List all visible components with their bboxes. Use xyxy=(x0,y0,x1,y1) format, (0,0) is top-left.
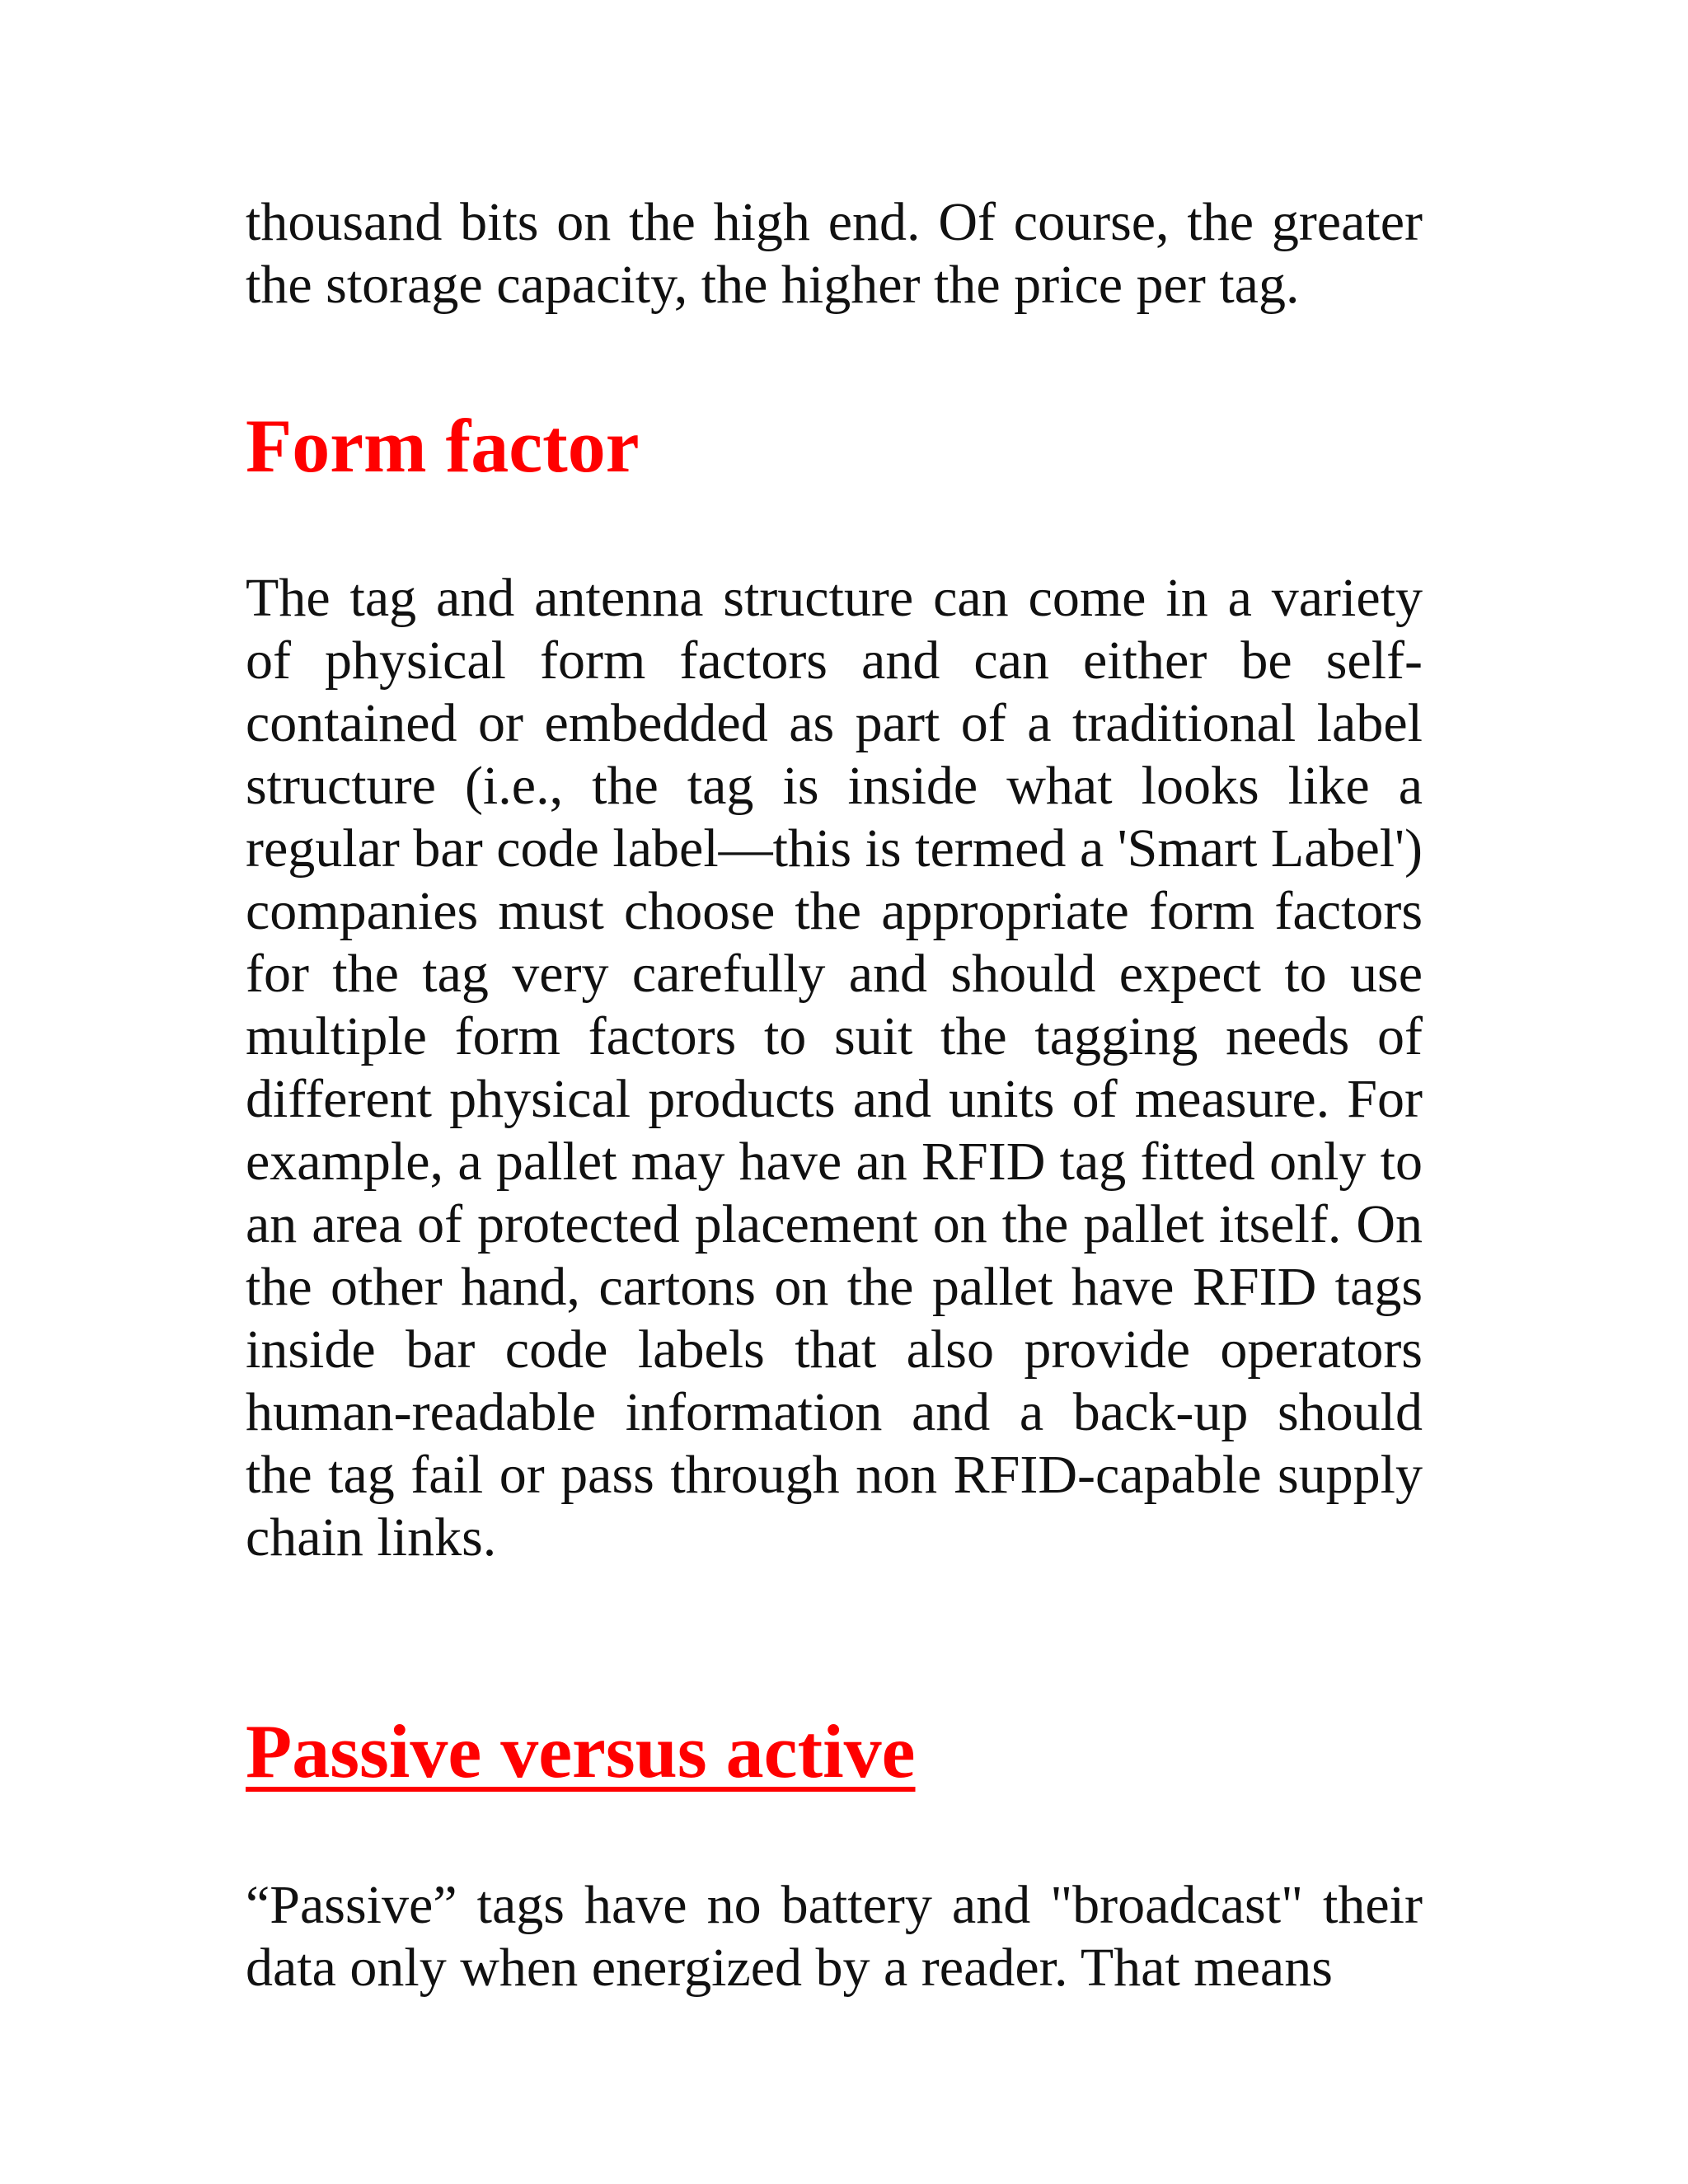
passive-versus-active-heading: Passive versus active xyxy=(246,1709,916,1793)
form-factor-heading: Form factor xyxy=(246,404,640,488)
page-content xyxy=(246,191,1423,1999)
intro-paragraph: thousand bits on the high end. Of course, the greater the storage capacity, the higher the price per tag. xyxy=(246,192,1423,315)
passive-versus-active-paragraph: “Passive” tags have no battery and "broadcast" their data only when energized by a reader. That means xyxy=(246,1875,1423,1998)
form-factor-paragraph: The tag and antenna structure can come in a variety of physical form factors and can either be self-contained or embedded as part of a traditional label structure (i.e., the tag is inside what looks like a regular bar code label—this is termed a 'Smart Label') companies must choose the appropriate form factors for the tag very carefully and should expect to use multiple form factors to suit the tagging needs of different physical products and units of measure. For example, a pallet may have an RFID tag fitted only to an area of protected placement on the pallet itself. On the other hand, cartons on the pallet have RFID tags inside bar code labels that also provide operators human-readable information and a back-up should the tag fail or pass through non RFID-capable supply chain links. xyxy=(246,568,1423,1568)
